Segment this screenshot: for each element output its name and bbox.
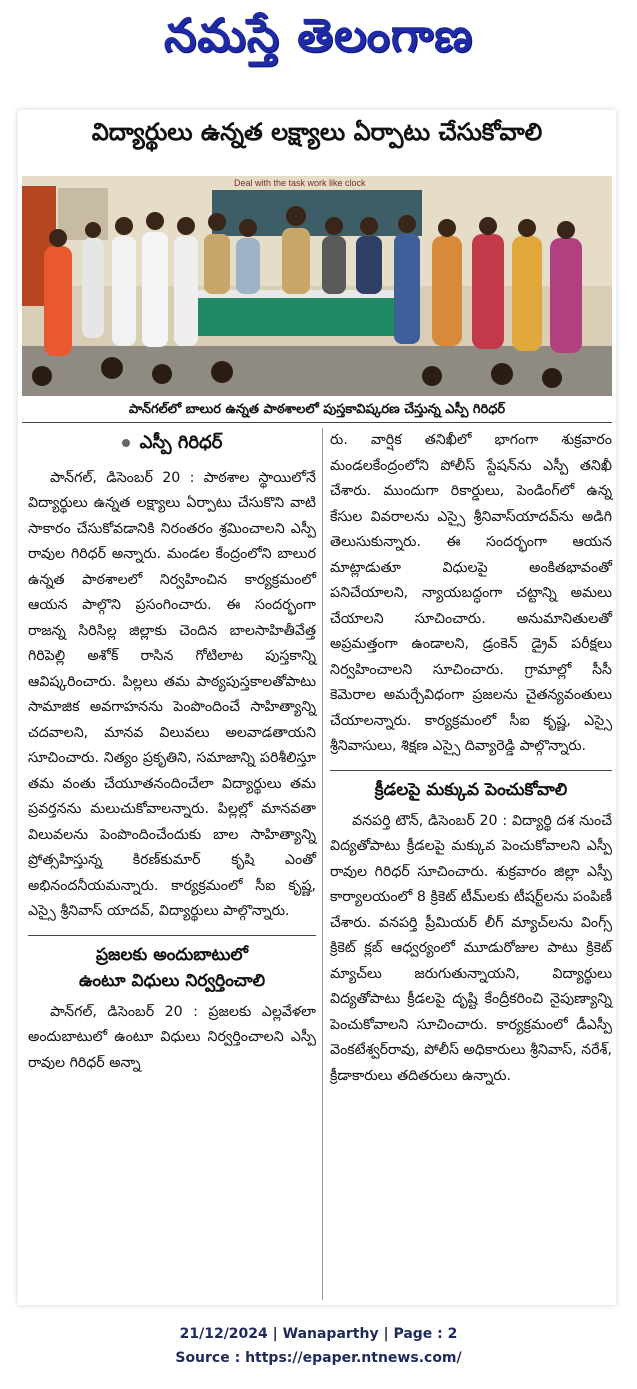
section-rule	[330, 770, 612, 771]
footer-source: Source : https://epaper.ntnews.com/	[175, 1350, 462, 1366]
article-clipping	[18, 110, 616, 1305]
section3-body: వనపర్తి టౌన్, డిసెంబర్ 20 : విద్యార్థి దశ నుంచే విద్యతోపాటు క్రీడలపై మక్కువ పెంచుకోవాలని ఎస్పీ రావుల గిరిధర్ సూచించారు. శుక్రవారం జిల్లా ఎస్పీ కార్యాలయంలో 8 క్రికెట్ టీమ్‌లకు టీషర్ట్‌లను పంపిణీ చేశారు. వనపర్తి ప్రీమియర్ లీగ్ మ్యాచ్‌లను వింగ్స్ క్రికెట్ క్లబ్ ఆధ్వర్యంలో మూడురోజుల పాటు క్రికెట్ మ్యాచ్‌లు జరుగుతున్నాయని, విద్యార్థులు విద్యతోపాటు క్రీడలపై దృష్టి కేంద్రీకరించి నైపుణ్యాన్ని పెంచుకోవాలని సూచించారు. కార్యక్రమంలో డీఎస్పీ వెంకటేశ్వర్‌రావు, పోలీస్ అధికారులు శ్రీనివాస్, నరేశ్, క్రీడాకారులు తదితరులు ఉన్నారు.	[330, 812, 612, 1084]
byline	[28, 430, 316, 456]
section1-body: పాన్‌గల్, డిసెంబర్ 20 : పాఠశాల స్థాయిలోనే విద్యార్థులు ఉన్నత లక్ష్యాలు ఏర్పాటు చేసుకొని వాటి సాకారం చేసుకోవడానికి నిరంతరం శ్రమించాలని ఎస్పీ రావుల గిరిధర్ అన్నారు. మండల కేంద్రంలోని బాలుర ఉన్నత పాఠశాలలో నిర్వహించిన కార్యక్రమంలో ఆయన పాల్గొని ప్రసంగించారు. ఈ సందర్భంగా రాజన్న సిరిసిల్ల జిల్లాకు చెందిన బాలసాహితీవేత్త గిరిపెల్లి అశోక్ రాసిన గోటిలాట పుస్తకాన్ని ఆవిష్కరించారు. పిల్లలు తమ పాఠ్యపుస్తకాలతోపాటు సామాజిక అవగాహనను పెంపొందించే సాహిత్యాన్ని చదవాలని, మానవ విలువలు అలవాడతాయని సూచించారు. నిత్యం ప్రకృతిని, సమాజాన్ని పరిశీలిస్తూ తమ వంతు చేయూతనందించేలా విద్యార్థులు తమ ప్రవర్తనను మలుచుకోవాలన్నారు. పిల్లల్లో మానవతా విలువలను పెంపొందించేందుకు బాల సాహిత్యాన్ని ప్రోత్సహిస్తున్న కిరణ్‌కుమార్ కృషి ఎంతో అభినందనీయమన్నారు. కార్యక్రమంలో సీఐ కృష్ణ, ఎస్సై శ్రీనివాస్ యాదవ్, విద్యార్థులు పాల్గొన్నారు.	[28, 469, 316, 919]
section3-title: క్రీడలపై మక్కువ పెంచుకోవాలి	[374, 779, 568, 800]
event-photo	[22, 176, 612, 396]
section2-body-right: రు. వార్షిక తనిఖీలో భాగంగా శుక్రవారం మండలకేంద్రంలోని పోలీస్ స్టేషన్‌ను ఎస్పీ తనిఖీ చేశారు. ముందుగా రికార్డులు, పెండింగ్‌లో ఉన్న కేసుల వివరాలను ఎస్సై శ్రీనివాస్‌యాదవ్‌ను అడిగి తెలుసుకున్నారు. ఈ సందర్భంగా ఆయన మాట్లాడుతూ విధులపై అంకితభావంతో పనిచేయాలని, న్యాయబద్ధంగా చట్టాన్ని అమలు చేయాలని సూచించారు. అనుమానితులతో అప్రమత్తంగా ఉండాలని, డ్రంకెన్ డ్రైవ్ పరీక్షలు నిర్వహించాలని సూచించారు. గ్రామాల్లో సీసీ కెమెరాల అమర్చేవిధంగా ప్రజలను చైతన్యవంతులు చేయాలన్నారు. కార్యక్రమంలో సీఐ కృష్ణ, ఎస్సై శ్రీనివాసులు, శిక్షణ ఎస్సై దివ్యారెడ్డి పాల్గొన్నారు.	[330, 432, 612, 754]
newspaper-title: నమస్తే తెలంగాణ	[163, 8, 474, 62]
blackboard-slogan: Deal with the task work like clock	[234, 178, 366, 188]
left-column	[28, 428, 316, 1076]
right-column	[330, 428, 612, 1089]
photo-caption: పాన్‌గల్‌లో బాలుర ఉన్నత పాఠశాలలో పుస్తకావిష్కరణ చేస్తున్న ఎస్పీ గిరిధర్	[22, 398, 612, 423]
event-photo-illustration	[22, 176, 612, 396]
masthead	[0, 0, 637, 88]
article-headline: విద్యార్థులు ఉన్నత లక్ష్యాలు ఏర్పాటు చేసుకోవాలి	[91, 118, 543, 146]
bullet-icon	[122, 439, 130, 447]
section-rule	[28, 935, 316, 936]
section2-title-line2: ఉంటూ విధులు నిర్వర్తించాలి	[78, 970, 266, 991]
section2-title	[28, 942, 316, 994]
section2-title-line1: ప్రజలకు అందుబాటులో	[95, 944, 249, 965]
column-divider	[322, 428, 323, 1300]
section2-body-left: పాన్‌గల్, డిసెంబర్ 20 : ప్రజలకు ఎల్లవేళలా అందుబాటులో ఉంటూ విధులు నిర్వర్తించాలని ఎస్పీ రావుల గిరిధర్ అన్నా	[28, 1003, 316, 1071]
footer-date-page: 21/12/2024 | Wanaparthy | Page : 2	[179, 1326, 458, 1342]
byline-text: ఎస్పీ గిరిధర్	[139, 432, 223, 453]
